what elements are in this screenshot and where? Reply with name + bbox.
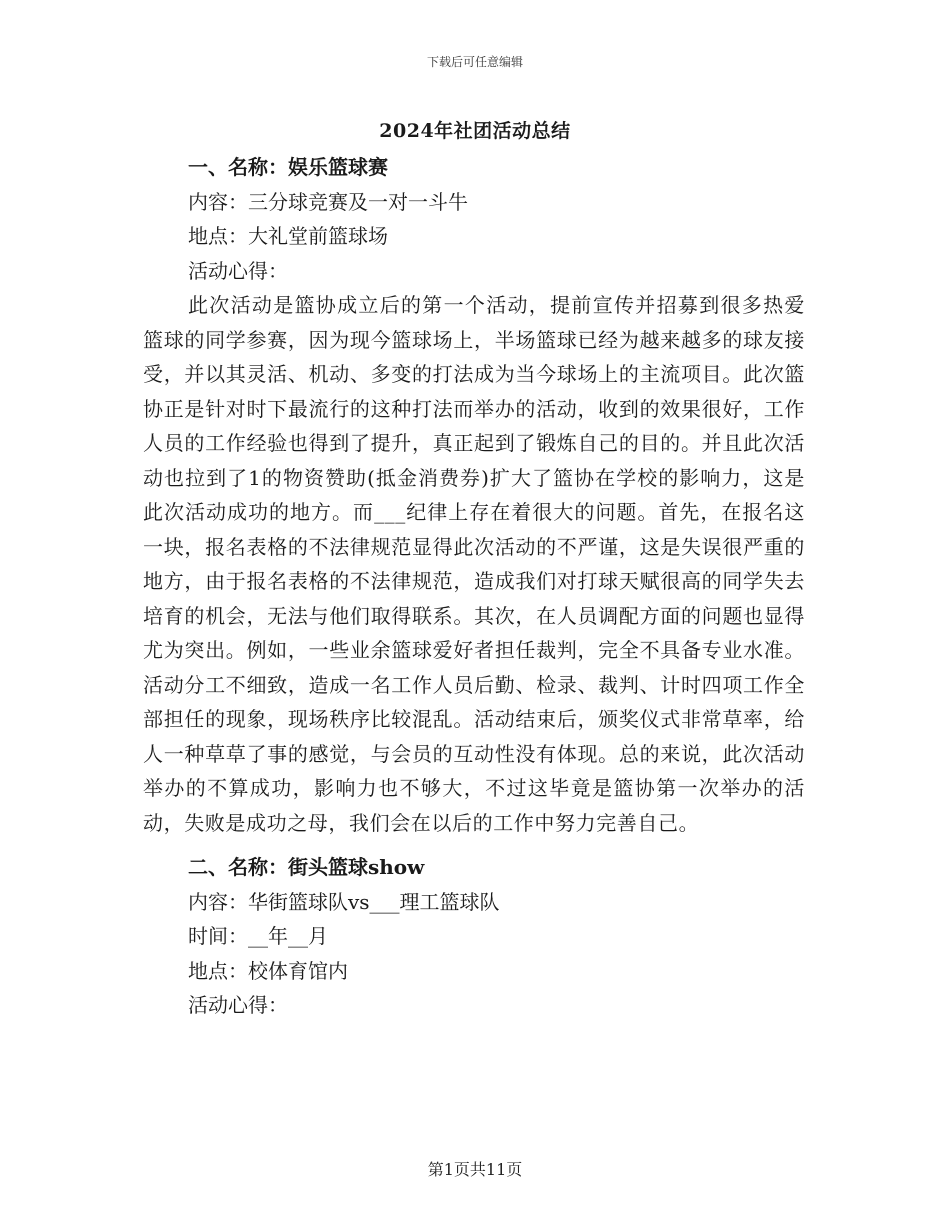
document-title: 2024年社团活动总结 [379, 120, 571, 142]
section2-experience-label: 活动心得： [188, 993, 288, 1017]
section1-body-paragraph: 此次活动是篮协成立后的第一个活动，提前宣传并招募到很多热爱篮球的同学参赛，因为现今篮球场上，半场篮球已经为越来越多的球友接受，并以其灵活、机动、多变的打法成为当今球场上的主流项目。此次篮协正是针对时下最流行的这种打法而举办的活动，收到的效果很好，工作人员的工作经验也得到了提升，真正起到了锻炼自己的目的。并且此次活动也拉到了1的物资赞助(抵金消费券)扩大了篮协在学校的影响力，这是此次活动成功的地方。而___纪律上存在着很大的问题。首先，在报名这一块，报名表格的不法律规范显得此次活动的不严谨，这是失误很严重的地方，由于报名表格的不法律规范，造成我们对打球天赋很高的同学失去培育的机会，无法与他们取得联系。其次，在人员调配方面的问题也显得尤为突出。例如，一些业余篮球爱好者担任裁判，完全不具备专业水准。活动分工不细致，造成一名工作人员后勤、检录、裁判、计时四项工作全部担任的现象，现场秩序比较混乱。活动结束后，颁奖仪式非常草率，给人一种草草了事的感觉，与会员的互动性没有体现。总的来说，此次活动举办的不算成功，影响力也不够大，不过这毕竟是篮协第一次举办的活动，失败是成功之母，我们会在以后的工作中努力完善自己。 [143, 293, 805, 835]
section1-heading: 一、名称：娱乐篮球赛 [188, 155, 388, 179]
section2-location: 地点：校体育馆内 [188, 958, 348, 983]
section2-content: 内容：华街篮球队vs___理工篮球队 [188, 889, 500, 914]
page-header-note: 下载后可任意编辑 [426, 55, 523, 69]
section2-heading: 二、名称：街头篮球show [188, 855, 425, 879]
page-footer: 第1页共11页 [427, 1160, 523, 1179]
document-body [143, 150, 805, 1023]
section1-content: 内容：三分球竞赛及一对一斗牛 [188, 189, 468, 214]
section1-location: 地点：大礼堂前篮球场 [188, 224, 388, 248]
section1-experience-label: 活动心得： [188, 258, 288, 283]
section2-time: 时间：__年__月 [188, 924, 328, 948]
